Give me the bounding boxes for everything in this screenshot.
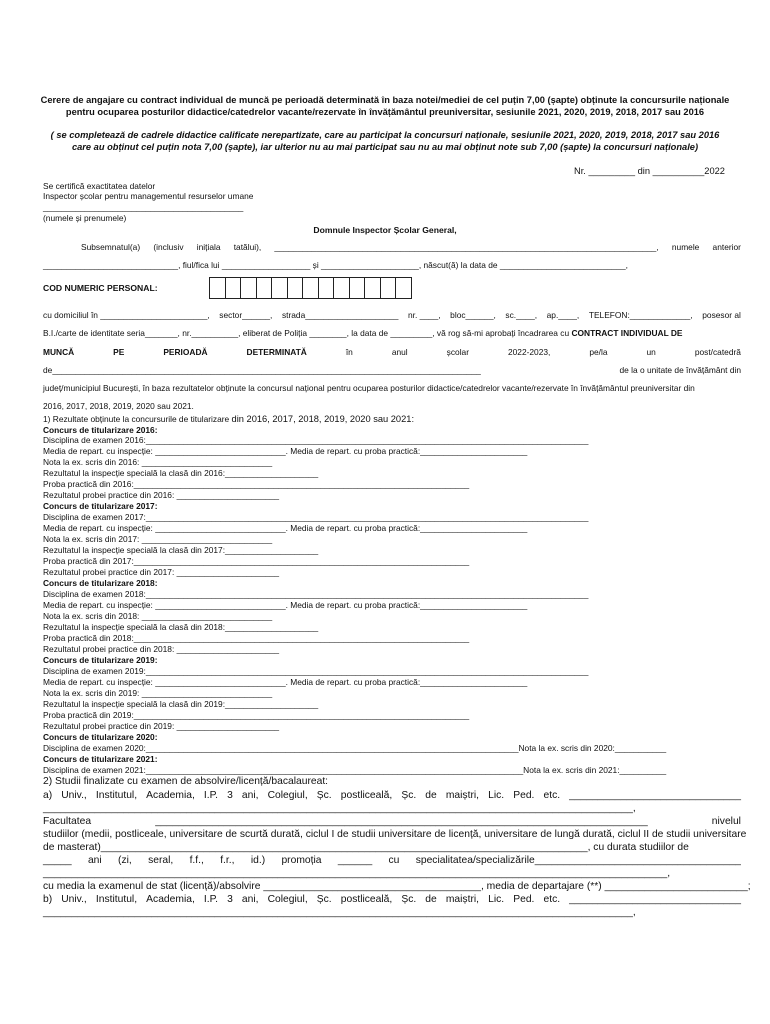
institution-b-field[interactable]: _______________________________________________________________________________________________________, [43, 907, 636, 918]
studies-a-row[interactable]: a) Univ., Institutul, Academia, I.P. 3 ani, Colegiul, Șc. postliceală, Șc. de maiștri, Lic. Ped. etc. ______________________________ [43, 790, 741, 801]
study-level-text: studiilor (medii, postliceale, universitare de scurtă durată, ciclul I de studii universitare de licență, universitare de lungă durată, ciclul II de studii universitare [43, 829, 747, 840]
practical-result-field[interactable]: Rezultatul probei practice din 2018: ______________________ [43, 644, 280, 654]
studies-b-row[interactable]: b) Univ., Institutul, Academia, I.P. 3 ani, Colegiul, Șc. postliceală, Șc. de maiștri, Lic. Ped. etc. ______________________________ [43, 894, 741, 905]
practical-test-field[interactable]: Proba practică din 2019:________________________________________________________________________ [43, 710, 470, 720]
cnp-digit-box[interactable] [256, 277, 273, 299]
section-2-heading: 2) Studii finalizate cu examen de absolvire/licență/bacalaureat: [43, 776, 329, 787]
address-row[interactable]: cu domiciliul în _______________________, sector______, strada____________________ nr. ____, bloc______, sc.____, ap.____, TELEFON:_____________, posesor al [43, 310, 741, 320]
written-grade-field[interactable]: Nota la ex. scris din 2017: ____________________________ [43, 534, 273, 544]
registration-number-line[interactable]: Nr. _________ din __________2022 [574, 166, 725, 176]
inspection-result-field[interactable]: Rezultatul la inspecție specială la clasă din 2018:____________________ [43, 622, 319, 632]
practical-test-field[interactable]: Proba practică din 2017:________________________________________________________________________ [43, 556, 470, 566]
form-title: Cerere de angajare cu contract individual de muncă pe perioadă determinată în baza notei/mediei de cel puțin 7,00 (șapte) obținute la concursurile naționale pentru ocuparea posturilor didactice/catedrelor vacante/rezervate în învățământul preuniversitar, sesiunile 2021, 2020, 2019, 2018, 2017 sau 2016 [40, 95, 730, 117]
contest-2020-heading: Concurs de titularizare 2020: [43, 732, 158, 742]
inspector-name-field[interactable]: ___________________________________________ [43, 202, 244, 212]
faculty-row[interactable]: Facultatea ______________________________________________________________________________________ nivelul [43, 816, 741, 827]
exam-subject-field[interactable]: Disciplina de examen 2017:_______________________________________________________________________________________________ [43, 512, 589, 522]
written-grade-field[interactable]: Nota la ex. scris din 2019: ____________________________ [43, 688, 273, 698]
applicant-name-row: Subsemnatul(a) (inclusiv inițiala tatălui), __________________________________________________________________________________, numele anterior [81, 242, 741, 252]
practical-result-field[interactable]: Rezultatul probei practice din 2019: ______________________ [43, 721, 280, 731]
certify-line-4: (numele și prenumele) [43, 213, 127, 223]
faculty-field: ______________________________________________________________________________________ [155, 816, 648, 827]
contest-2016-heading: Concurs de titularizare 2016: [43, 425, 158, 435]
cnp-digit-box[interactable] [271, 277, 288, 299]
practical-test-field[interactable]: Proba practică din 2018:________________________________________________________________________ [43, 633, 470, 643]
unit-text: de la o unitate de învățământ din [619, 365, 741, 375]
exam-subject-2021-field[interactable]: Disciplina de examen 2021:_________________________________________________________________________________Nota la ex. scris din 2021:__________ [43, 765, 667, 775]
practical-result-field[interactable]: Rezultatul probei practice din 2017: ______________________ [43, 567, 280, 577]
written-grade-field[interactable]: Nota la ex. scris din 2018: ____________________________ [43, 611, 273, 621]
cnp-digit-box[interactable] [395, 277, 412, 299]
written-grade-field[interactable]: Nota la ex. scris din 2016: ____________________________ [43, 457, 273, 467]
cnp-digit-box[interactable] [225, 277, 242, 299]
duration-row[interactable]: _____ ani (zi, seral, f.f., f.r., id.) promoția ______ cu specialitatea/specializările____________________________________ [43, 855, 741, 866]
legal-basis-text: județ/municipiul București, în baza rezultatelor obținute la concursul național pentru ocuparea posturilor didactice/catedrelor vacante/rezervate în învățământul preuniversitar din [43, 383, 695, 393]
specialization-field[interactable]: _____________________________________________________________________________________________________________, [43, 868, 671, 879]
contest-2019-heading: Concurs de titularizare 2019: [43, 655, 158, 665]
cnp-boxes[interactable] [209, 277, 411, 299]
certify-line-1: Se certifică exactitatea datelor [43, 181, 156, 191]
cnp-digit-box[interactable] [209, 277, 226, 299]
average-field[interactable]: Media de repart. cu inspecție: ____________________________. Media de repart. cu proba practică:_______________________ [43, 446, 528, 456]
id-card-row[interactable]: B.I./carte de identitate seria_______, nr.__________, eliberat de Poliția ________, la data de _________, vă rog să-mi aprobați încadrarea cu CONTRACT INDIVIDUAL DE [43, 328, 683, 338]
section-1-heading: 1) Rezultate obținute la concursurile de titularizare din 2016, 2017, 2018, 2019, 2020 sau 2021: [43, 414, 415, 424]
cnp-digit-box[interactable] [240, 277, 257, 299]
exam-average-field[interactable]: cu media la examenul de stat (licență)/absolvire ______________________________________, media de departajare (**) _________________________; [43, 881, 751, 892]
practical-result-field[interactable]: Rezultatul probei practice din 2016: ______________________ [43, 490, 280, 500]
exam-subject-2020-field[interactable]: Disciplina de examen 2020:________________________________________________________________________________Nota la ex. scris din 2020:___________ [43, 743, 667, 753]
certify-line-2: Inspector școlar pentru managementul resurselor umane [43, 191, 254, 201]
exam-subject-field[interactable]: Disciplina de examen 2019:_______________________________________________________________________________________________ [43, 666, 589, 676]
contest-2017-heading: Concurs de titularizare 2017: [43, 501, 158, 511]
cnp-digit-box[interactable] [364, 277, 381, 299]
inspection-result-field[interactable]: Rezultatul la inspecție specială la clasă din 2016:____________________ [43, 468, 319, 478]
masters-field[interactable]: de masterat)_____________________________________________________________________________________, cu durata studiilor de [43, 842, 689, 853]
contest-2021-heading: Concurs de titularizare 2021: [43, 754, 158, 764]
addressee: Domnule Inspector Școlar General, [313, 225, 457, 235]
cnp-digit-box[interactable] [349, 277, 366, 299]
applicant-name-field[interactable]: __________________________________________________________________________________, [274, 242, 659, 252]
average-field[interactable]: Media de repart. cu inspecție: ____________________________. Media de repart. cu proba practică:_______________________ [43, 600, 528, 610]
cnp-digit-box[interactable] [380, 277, 397, 299]
exam-subject-field[interactable]: Disciplina de examen 2018:_______________________________________________________________________________________________ [43, 589, 589, 599]
cnp-digit-box[interactable] [302, 277, 319, 299]
average-field[interactable]: Media de repart. cu inspecție: ____________________________. Media de repart. cu proba practică:_______________________ [43, 677, 528, 687]
practical-test-field[interactable]: Proba practică din 2016:________________________________________________________________________ [43, 479, 470, 489]
subject-field[interactable]: de____________________________________________________________________________________________ [43, 365, 481, 375]
cnp-digit-box[interactable] [333, 277, 350, 299]
cnp-label: COD NUMERIC PERSONAL: [43, 283, 158, 293]
form-subtitle: ( se completează de cadrele didactice calificate nerepartizate, care au participat la concursuri naționale, sesiunile 2021, 2020, 2019, 2018, 2017 sau 2016 care au obținut cel puțin nota 7,00 (șapte), iar ulterior nu au mai participat sau nu au mai obținut note sub 7,00 (șapte) la concursuri naționale) [50, 130, 720, 152]
cnp-digit-box[interactable] [287, 277, 304, 299]
exam-subject-field[interactable]: Disciplina de examen 2016:_______________________________________________________________________________________________ [43, 435, 589, 445]
institution-field[interactable]: _______________________________________________________________________________________________________, [43, 803, 636, 814]
parents-birthdate-row[interactable]: _____________________________, fiul/fica lui ___________________ și _____________________, născut(ă) la data de ___________________________, [43, 260, 628, 270]
contract-type-row: MUNCĂ PE PERIOADĂ DETERMINATĂ în anul școlar 2022-2023, pe/la un post/catedră [43, 347, 741, 357]
inspection-result-field[interactable]: Rezultatul la inspecție specială la clasă din 2019:____________________ [43, 699, 319, 709]
cnp-digit-box[interactable] [318, 277, 335, 299]
inspection-result-field[interactable]: Rezultatul la inspecție specială la clasă din 2017:____________________ [43, 545, 319, 555]
contest-2018-heading: Concurs de titularizare 2018: [43, 578, 158, 588]
years-text: 2016, 2017, 2018, 2019, 2020 sau 2021. [43, 401, 194, 411]
average-field[interactable]: Media de repart. cu inspecție: ____________________________. Media de repart. cu proba practică:_______________________ [43, 523, 528, 533]
